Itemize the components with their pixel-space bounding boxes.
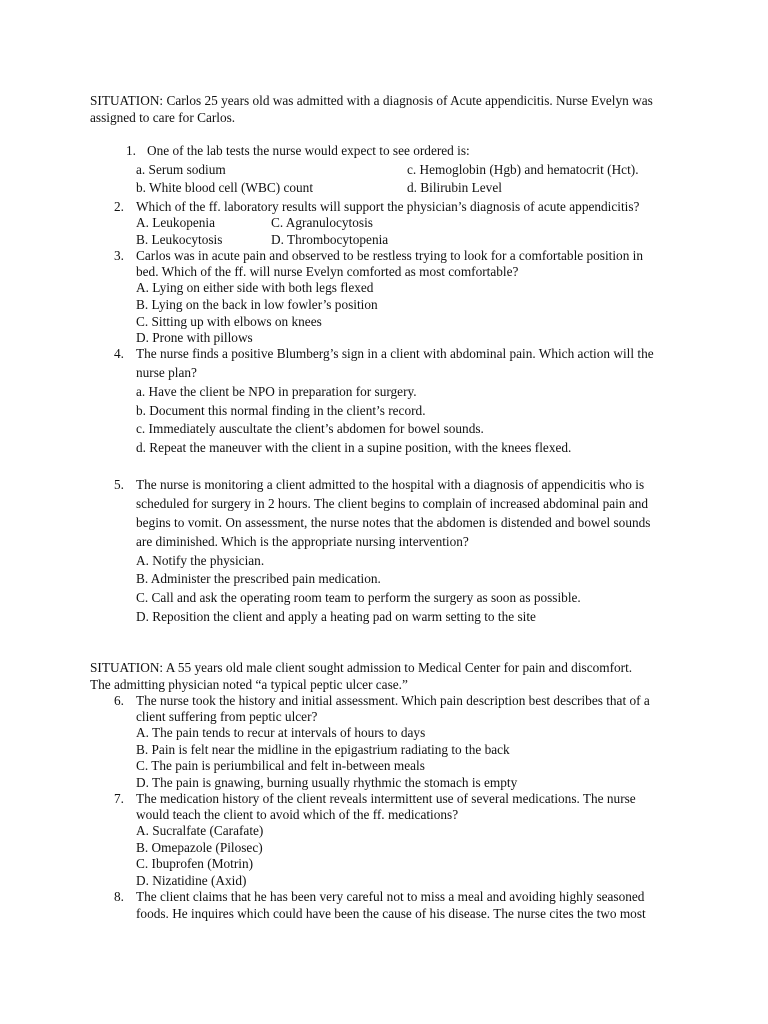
question-6-stem-line-1: The nurse took the history and initial assessment. Which pain description best describes that of a [136, 693, 650, 708]
question-6-option-b: B. Pain is felt near the midline in the epigastrium radiating to the back [136, 742, 510, 757]
question-6-stem-line-2: client suffering from peptic ulcer? [136, 709, 318, 724]
question-4-option-b: b. Document this normal finding in the client’s record. [136, 403, 426, 418]
question-1-stem: One of the lab tests the nurse would expect to see ordered is: [147, 143, 470, 158]
question-4-option-c: c. Immediately auscultate the client’s abdomen for bowel sounds. [136, 421, 484, 436]
question-2-option-d: D. Thrombocytopenia [271, 232, 389, 247]
question-7-option-c: C. Ibuprofen (Motrin) [136, 856, 254, 871]
question-1-option-a: a. Serum sodium [136, 162, 226, 177]
situation-2-line-1: SITUATION: A 55 years old male client sought admission to Medical Center for pain and discomfort. [90, 660, 633, 675]
question-3-stem-line-1: Carlos was in acute pain and observed to be restless trying to look for a comfortable position in [136, 248, 644, 263]
question-4-stem-line-1: The nurse finds a positive Blumberg’s sign in a client with abdominal pain. Which action will the [136, 346, 654, 361]
question-5-option-b: B. Administer the prescribed pain medication. [136, 571, 381, 586]
situation-1-line-2: assigned to care for Carlos. [90, 110, 236, 125]
question-7-number: 7. [114, 791, 124, 806]
question-7-stem-line-1: The medication history of the client reveals intermittent use of several medications. The nurse [136, 791, 636, 806]
situation-1-line-1: SITUATION: Carlos 25 years old was admitted with a diagnosis of Acute appendicitis. Nurse Evelyn was [90, 93, 653, 108]
question-4-option-d: d. Repeat the maneuver with the client in a supine position, with the knees flexed. [136, 440, 572, 455]
question-1-option-d: d. Bilirubin Level [407, 180, 502, 195]
question-5-stem-line-3: begins to vomit. On assessment, the nurse notes that the abdomen is distended and bowel sounds [136, 515, 651, 530]
question-3-option-b: B. Lying on the back in low fowler’s position [136, 297, 378, 312]
question-3-option-d: D. Prone with pillows [136, 330, 253, 345]
question-1-number: 1. [126, 143, 136, 158]
question-1-option-b: b. White blood cell (WBC) count [136, 180, 314, 195]
question-4-option-a: a. Have the client be NPO in preparation for surgery. [136, 384, 417, 399]
question-3-stem-line-2: bed. Which of the ff. will nurse Evelyn comforted as most comfortable? [136, 264, 519, 279]
question-6-option-d: D. The pain is gnawing, burning usually rhythmic the stomach is empty [136, 775, 518, 790]
question-2-option-b: B. Leukocytosis [136, 232, 223, 247]
question-2-option-c: C. Agranulocytosis [271, 215, 373, 230]
question-7-option-b: B. Omepazole (Pilosec) [136, 840, 263, 855]
question-7-option-d: D. Nizatidine (Axid) [136, 873, 247, 888]
question-8-stem-line-2: foods. He inquires which could have been the cause of his disease. The nurse cites the two most [136, 906, 646, 921]
question-4-number: 4. [114, 346, 124, 361]
question-4-stem-line-2: nurse plan? [136, 365, 197, 380]
question-3-number: 3. [114, 248, 124, 263]
question-5-option-c: C. Call and ask the operating room team to perform the surgery as soon as possible. [136, 590, 581, 605]
question-6-option-c: C. The pain is periumbilical and felt in-between meals [136, 758, 425, 773]
question-2-stem: Which of the ff. laboratory results will support the physician’s diagnosis of acute appendicitis? [136, 199, 640, 214]
question-3-option-a: A. Lying on either side with both legs flexed [136, 280, 374, 295]
question-1-option-c: c. Hemoglobin (Hgb) and hematocrit (Hct). [407, 162, 639, 177]
question-2-option-a: A. Leukopenia [136, 215, 216, 230]
question-5-stem-line-4: are diminished. Which is the appropriate nursing intervention? [136, 534, 469, 549]
question-5-stem-line-2: scheduled for surgery in 2 hours. The client begins to complain of increased abdominal pain and [136, 496, 649, 511]
question-7-stem-line-2: would teach the client to avoid which of the ff. medications? [136, 807, 459, 822]
question-5-number: 5. [114, 477, 124, 492]
question-5-option-d: D. Reposition the client and apply a heating pad on warm setting to the site [136, 609, 536, 624]
question-2-number: 2. [114, 199, 124, 214]
question-6-number: 6. [114, 693, 124, 708]
question-8-number: 8. [114, 889, 124, 904]
question-3-option-c: C. Sitting up with elbows on knees [136, 314, 322, 329]
question-7-option-a: A. Sucralfate (Carafate) [136, 823, 264, 838]
question-6-option-a: A. The pain tends to recur at intervals of hours to days [136, 725, 426, 740]
question-8-stem-line-1: The client claims that he has been very careful not to miss a meal and avoiding highly seasoned [136, 889, 645, 904]
situation-2-line-2: The admitting physician noted “a typical peptic ulcer case.” [90, 677, 408, 692]
question-5-stem-line-1: The nurse is monitoring a client admitted to the hospital with a diagnosis of appendicitis who is [136, 477, 645, 492]
question-5-option-a: A. Notify the physician. [136, 553, 265, 568]
